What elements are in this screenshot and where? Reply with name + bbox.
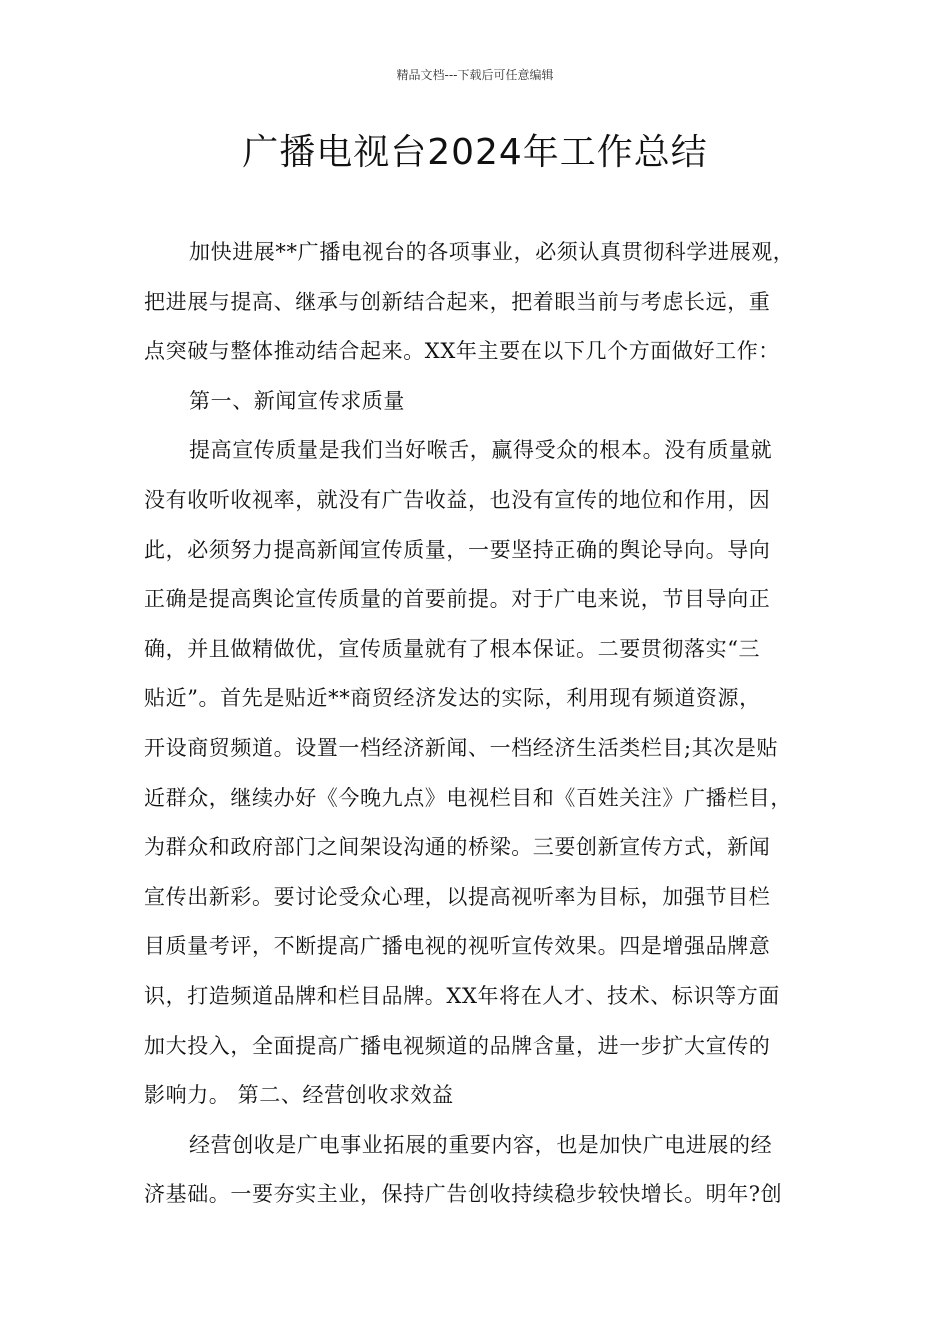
page-header-watermark: 精品文档---下载后可任意编辑 (396, 68, 554, 82)
body-line: 确，并且做精做优，宣传质量就有了根本保证。二要贯彻落实“三 (144, 636, 761, 661)
body-line: 第一、新闻宣传求质量 (189, 388, 405, 413)
body-line: 没有收听收视率，就没有广告收益，也没有宣传的地位和作用，因 (144, 487, 771, 512)
document-title: 广播电视台2024年工作总结 (242, 132, 708, 173)
body-line: 开设商贸频道。设置一档经济新闻、一档经济生活类栏目;其次是贴 (144, 735, 779, 760)
document-body (144, 228, 820, 1220)
body-line: 近群众，继续办好《今晚九点》电视栏目和《百姓关注》广播栏目， (144, 785, 792, 810)
body-line: 济基础。一要夯实主业，保持广告创收持续稳步较快增长。明年?创 (144, 1182, 783, 1207)
body-line: 正确是提高舆论宣传质量的首要前提。对于广电来说，节目导向正 (144, 587, 771, 612)
body-line: 经营创收是广电事业拓展的重要内容，也是加快广电进展的经 (189, 1132, 773, 1157)
body-line: 识，打造频道品牌和栏目品牌。XX年将在人才、技术、标识等方面 (144, 983, 780, 1008)
body-line: 点突破与整体推动结合起来。XX年主要在以下几个方面做好工作： (144, 339, 780, 364)
body-line: 为群众和政府部门之间架设沟通的桥梁。三要创新宣传方式，新闻 (144, 835, 771, 860)
body-line: 贴近”。首先是贴近**商贸经济发达的实际，利用现有频道资源， (144, 686, 761, 711)
body-line: 把进展与提高、继承与创新结合起来，把着眼当前与考虑长远，重 (144, 289, 771, 314)
body-line: 目质量考评，不断提高广播电视的视听宣传效果。四是增强品牌意 (144, 934, 771, 959)
body-line: 影响力。 第二、经营创收求效益 (144, 1083, 454, 1108)
body-line: 提高宣传质量是我们当好喉舌，赢得受众的根本。没有质量就 (189, 438, 773, 463)
body-line: 加快进展**广播电视台的各项事业，必须认真贯彻科学进展观， (189, 240, 795, 264)
body-line: 加大投入，全面提高广播电视频道的品牌含量，进一步扩大宣传的 (144, 1033, 771, 1058)
body-line: 宣传出新彩。要讨论受众心理，以提高视听率为目标，加强节目栏 (144, 884, 771, 909)
body-line: 此，必须努力提高新闻宣传质量，一要坚持正确的舆论导向。导向 (144, 537, 771, 562)
